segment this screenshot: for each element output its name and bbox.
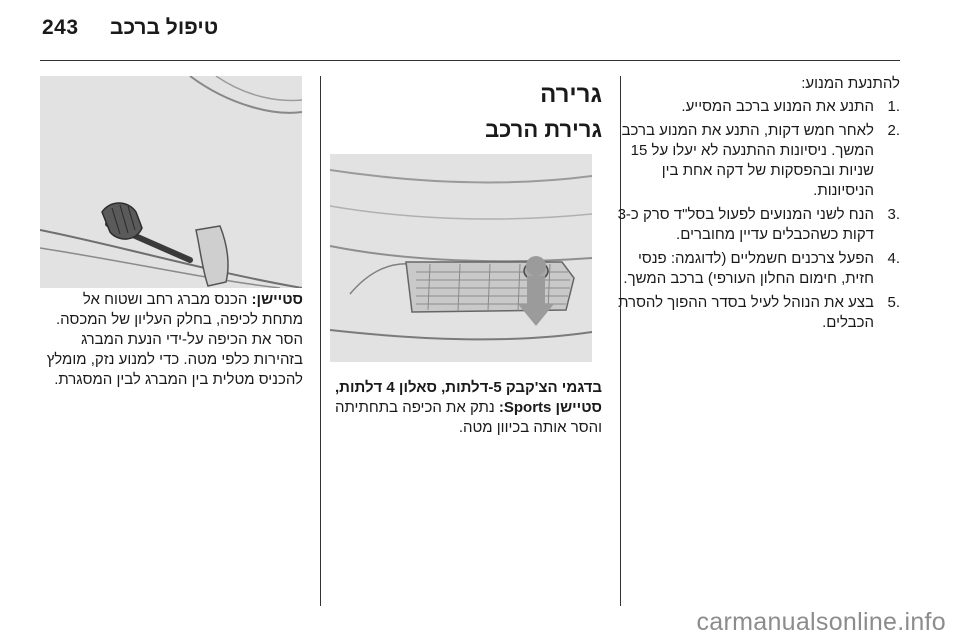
page-number: 243 [42, 16, 79, 39]
column-divider-left [320, 76, 321, 606]
header-rule [40, 60, 900, 61]
middle-column [330, 80, 602, 438]
step-number: 3. [887, 206, 900, 223]
list-item [615, 293, 900, 333]
left-column [40, 290, 303, 390]
section-heading: גרירה [540, 81, 602, 108]
watermark: carmanualsonline.info [696, 608, 946, 636]
running-title: טיפול ברכב [110, 16, 219, 39]
screwdriver-illustration [40, 76, 302, 288]
step-number: 5. [887, 294, 900, 311]
step-number: 1. [887, 98, 900, 115]
step-text: בצע את הנוהל לעיל בסדר ההפוך להסרת הכבלים. [618, 294, 874, 331]
list-item [615, 121, 900, 201]
list-item [615, 97, 900, 117]
bumper-illustration-svg [330, 154, 592, 362]
wagon-label: סטיישן: [251, 291, 303, 308]
section-subheading: גרירת הרכב [485, 117, 602, 142]
step-text: התנע את המנוע ברכב המסייע. [681, 98, 874, 115]
screwdriver-illustration-svg [40, 76, 302, 288]
wagon-instructions: הכנס מברג רחב ושטוח אל מתחת לכיפה, בחלק העליון של המכסה. הסר את הכיפה על-ידי הנעת המברג בזהירות כלפי מטה. כדי למנוע נזק, מומלץ להכניס מטלית בין המברג לבין המסגרת. [46, 291, 303, 388]
list-item [615, 249, 900, 289]
list-item [615, 205, 900, 245]
step-text: לאחר חמש דקות, התנע את המנוע ברכב המשך. ניסיונות ההתנעה לא יעלו על 15 שניות ובהפסקות של דקה אחת בין הניסיונות. [621, 122, 874, 199]
step-text: הנח לשני המנועים לפעול בסל"ד סרק כ-3 דקות כשהכבלים עדיין מחוברים. [617, 206, 874, 243]
caption-models: בדגמי הצ'קבק 5-דלתות, סאלון 4 דלתות, [335, 379, 602, 396]
step-text: הפעל צרכנים חשמליים (לדוגמה: פנסי חזית, חימום החלון העורפי) ברכב המשך. [623, 250, 874, 287]
step-number: 2. [887, 122, 900, 139]
caption-label: סטיישן Sports: [498, 399, 602, 416]
step-number: 4. [887, 250, 900, 267]
steps-intro: להתנעת המנוע: [801, 75, 900, 92]
bumper-cover-illustration [330, 154, 592, 362]
steps-list [615, 97, 900, 333]
right-column [615, 74, 900, 337]
caption-text: נתק את הכיפה בתחתיתה והסר אותה בכיוון מטה. [334, 399, 602, 436]
figure-caption [330, 378, 602, 438]
page-header [0, 0, 960, 62]
